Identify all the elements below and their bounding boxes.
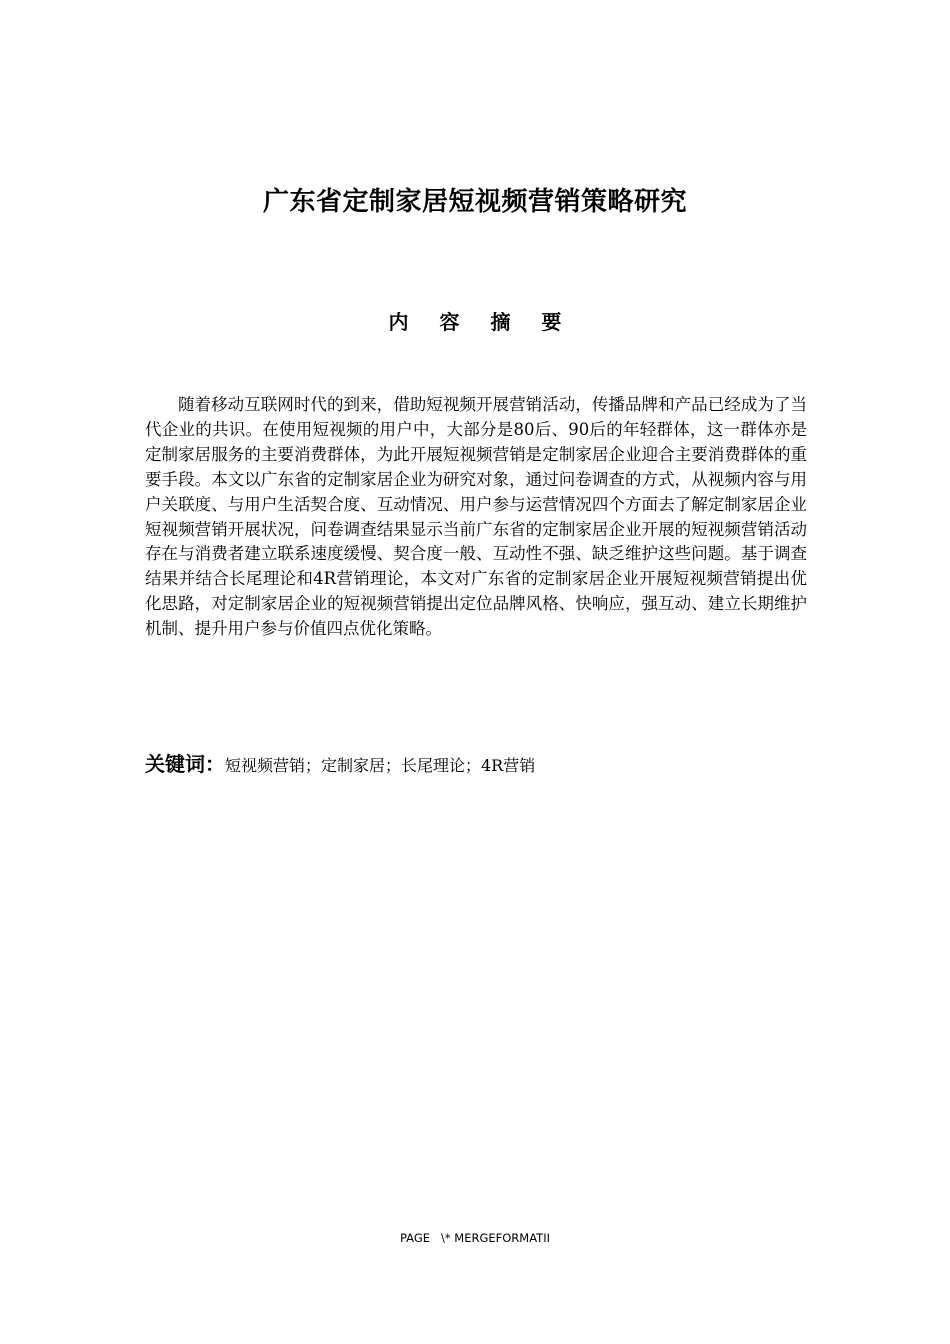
document-title: 广东省定制家居短视频营销策略研究 — [262, 187, 687, 217]
keywords-line — [145, 748, 807, 783]
abstract-heading: 内 容 摘 要 — [388, 310, 574, 334]
page-footer-field: PAGE \* MERGEFORMATII — [399, 1231, 550, 1245]
keywords-label: 关键词： — [145, 752, 225, 776]
abstract-paragraph: 随着移动互联网时代的到来，借助短视频开展营销活动，传播品牌和产品已经成为了当代企业的共识。在使用短视频的用户中，大部分是80后、90后的年轻群体，这一群体亦是定制家居服务的主要消费群体，为此开展短视频营销是定制家居企业迎合主要消费群体的重要手段。本文以广东省的定制家居企业为研究对象，通过问卷调查的方式，从视频内容与用户关联度、与用户生活契合度、互动情况、用户参与运营情况四个方面去了解定制家居企业短视频营销开展状况，问卷调查结果显示当前广东省的定制家居企业开展的短视频营销活动存在与消费者建立联系速度缓慢、契合度一般、互动性不强、缺乏维护这些问题。基于调查结果并结合长尾理论和4R营销理论，本文对广东省的定制家居企业开展短视频营销提出优化思路，对定制家居企业的短视频营销提出定位品牌风格、快响应，强互动、建立长期维护机制、提升用户参与价值四点优化策略。 — [145, 395, 807, 639]
keywords-value: 短视频营销；定制家居；长尾理论；4R营销 — [225, 756, 536, 775]
